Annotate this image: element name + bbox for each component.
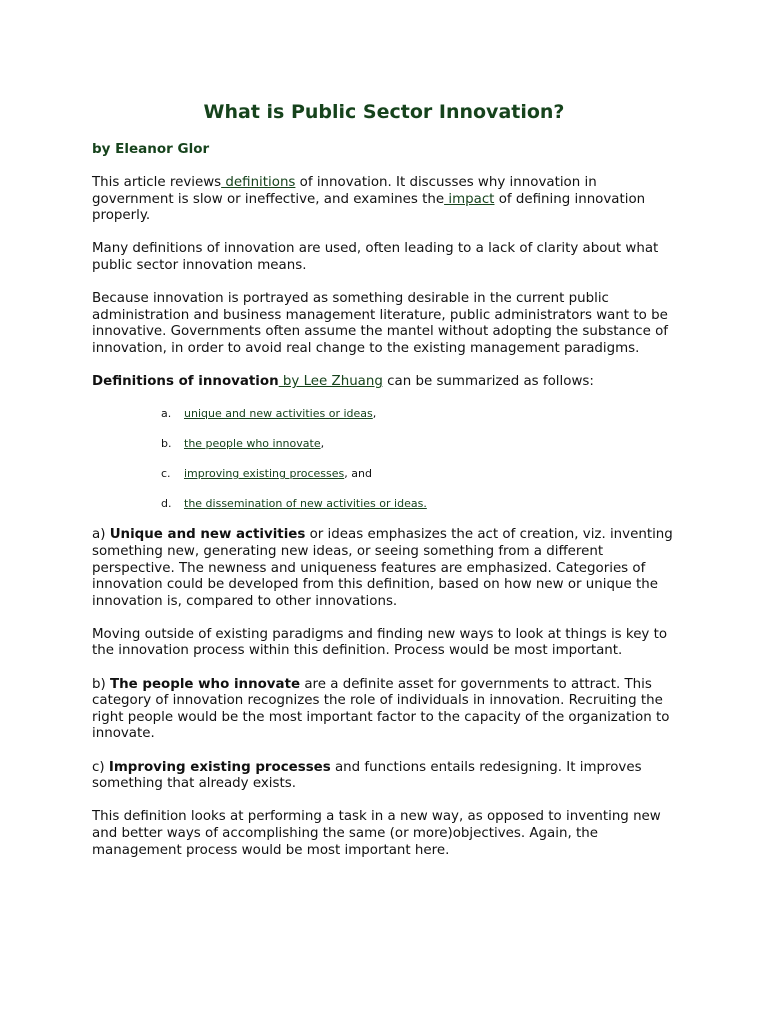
byline: by Eleanor Glor <box>92 141 210 157</box>
section-text: are a definite asset for governments to attract. This category of innovation recognizes the role of individuals in innovation. Recruiting the right people would be the most important factor to the capacity of the organization to innovate. <box>92 676 670 742</box>
definitions-heading-paragraph <box>92 374 682 391</box>
list-item <box>161 497 682 512</box>
definitions-list <box>92 407 682 512</box>
intro-text-middle: of innovation. It discusses why innovation in government is slow or ineffective, and examines the <box>92 175 597 207</box>
section-heading: The people who innovate <box>109 676 301 692</box>
list-item-tail: , <box>372 407 377 421</box>
list-item <box>161 407 682 422</box>
intro-paragraph <box>92 175 682 225</box>
processes-paragraph <box>92 760 682 793</box>
section-heading: Unique and new activities <box>109 527 306 543</box>
list-marker: a. <box>161 407 172 421</box>
list-marker: d. <box>161 497 172 511</box>
task-paragraph: This definition looks at performing a task in a new way, as opposed to inventing new and better ways of accomplishing the same (or more)objectives. Again, the management process would be most important here. <box>92 809 661 858</box>
intro-text-start: This article reviews <box>92 175 222 190</box>
list-marker: c. <box>161 467 171 481</box>
definitions-heading-tail: can be summarized as follows: <box>382 374 594 390</box>
impact-link[interactable]: impact <box>444 191 495 207</box>
section-prefix: c) <box>92 759 109 775</box>
portrayal-paragraph: Because innovation is portrayed as something desirable in the current public administration and business management literature, public administrators want to be innovative. Governments often assume the mantel without adopting the substance of innovation, in order to avoid real change to the existing management paradigms. <box>92 291 669 356</box>
definitions-paragraph: Many definitions of innovation are used, often leading to a lack of clarity about what public sector innovation means. <box>92 241 659 273</box>
section-heading: Improving existing processes <box>108 759 331 775</box>
section-text: or ideas emphasizes the act of creation, viz. inventing something new, generating new ideas, or seeing something from a different perspective. The newness and uniqueness features are emphasized. Categories of innovation could be developed from this definition, based on how new or unique the innovation is, compared to other innovations. <box>92 527 673 609</box>
page-title: What is Public Sector Innovation? <box>203 101 565 123</box>
article-body <box>92 175 682 876</box>
people-paragraph <box>92 677 682 743</box>
section-text: and functions entails redesigning. It improves something that already exists. <box>92 759 642 792</box>
intro-text-end: of defining innovation properly. <box>92 191 646 224</box>
list-item-tail: , and <box>344 467 372 481</box>
dissemination-link[interactable]: the dissemination of new activities or ideas. <box>184 497 427 511</box>
definitions-heading: Definitions of innovation <box>92 374 279 390</box>
improving-processes-link[interactable]: improving existing processes <box>184 467 345 481</box>
list-item-tail: , <box>320 437 325 451</box>
lee-zhuang-link[interactable]: by Lee Zhuang <box>278 374 383 390</box>
definitions-link[interactable]: definitions <box>221 175 296 190</box>
unique-activities-link[interactable]: unique and new activities or ideas <box>184 407 373 421</box>
section-prefix: a) <box>92 527 110 543</box>
list-item <box>161 437 682 452</box>
list-item <box>161 467 682 482</box>
list-marker: b. <box>161 437 172 451</box>
people-innovate-link[interactable]: the people who innovate <box>184 437 321 451</box>
section-prefix: b) <box>92 676 110 692</box>
unique-activities-paragraph <box>92 527 682 610</box>
paradigms-paragraph: Moving outside of existing paradigms and finding new ways to look at things is key to the innovation process within this definition. Process would be most important. <box>92 626 668 659</box>
